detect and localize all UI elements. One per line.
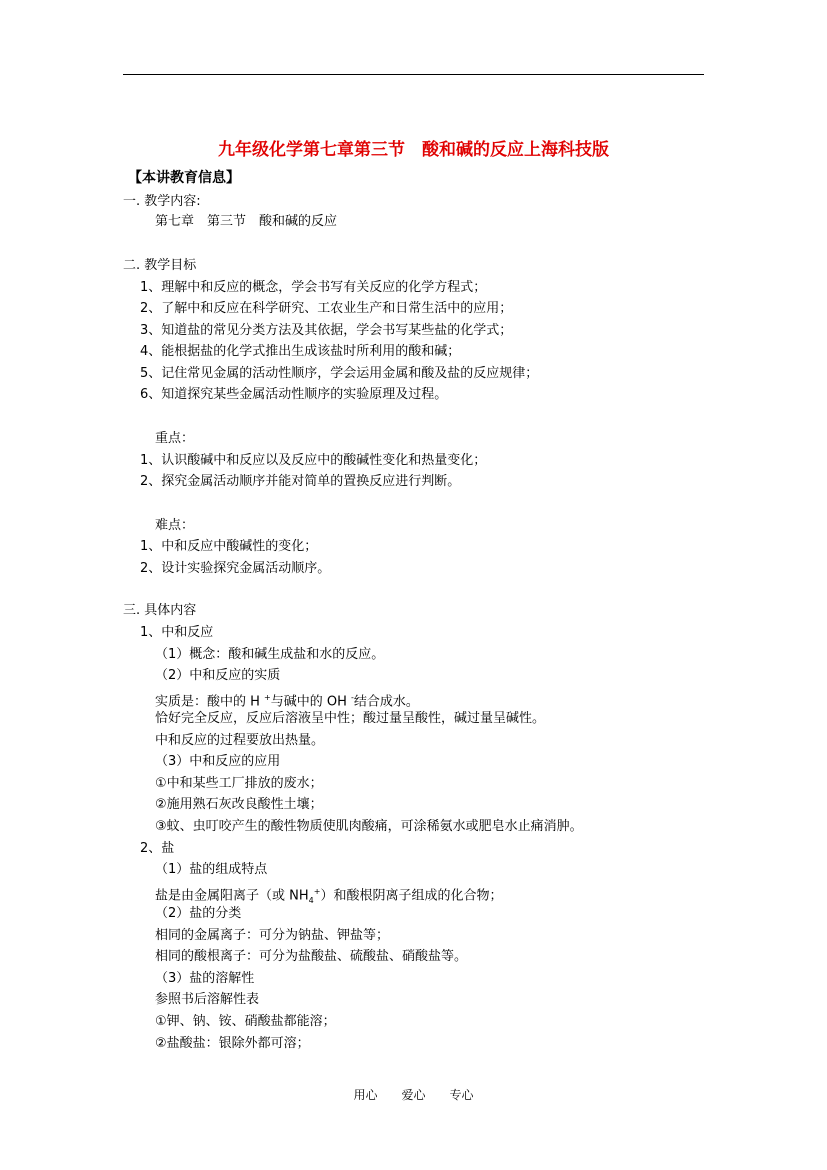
section-3-heading: 三. 具体内容 — [123, 603, 197, 618]
salt-composition-line: 盐是由金属阳离子（或 $NH_4^+$）和酸根阴离子组成的化合物； — [155, 887, 503, 905]
goal-item: 5、记住常见金属的活动性顺序，学会运用金属和酸及盐的反应规律； — [140, 366, 539, 381]
page-footer: 用心 爱心 专心 — [353, 1088, 474, 1102]
key-point-item: 1、认识酸碱中和反应以及反应中的酸碱性变化和热量变化； — [140, 453, 487, 468]
application-item: ③蚊、虫叮咬产生的酸性物质使肌肉酸痛，可涂稀氨水或肥皂水止痛消肿。 — [155, 819, 583, 834]
goal-item: 2、了解中和反应在科学研究、工农业生产和日常生活中的应用； — [140, 301, 513, 316]
application-heading: （3）中和反应的应用 — [155, 754, 281, 769]
heat-line: 中和反应的过程要放出热量。 — [155, 733, 325, 748]
key-point-item: 2、探究金属活动顺序并能对简单的置换反应进行判断。 — [140, 474, 461, 489]
subsection-neutralization: 1、中和反应 — [140, 625, 214, 640]
essence-line: 实质是：酸中的 H +与碱中的 OH -结合成水。 — [155, 693, 419, 710]
application-item: ①中和某些工厂排放的废水； — [155, 776, 323, 791]
difficulty-item: 1、中和反应中酸碱性的变化； — [140, 539, 318, 554]
header-rule — [123, 74, 704, 75]
exact-reaction-line: 恰好完全反应，反应后溶液呈中性；酸过量呈酸性，碱过量呈碱性。 — [155, 711, 546, 726]
difficulty-label: 难点： — [155, 518, 195, 533]
goal-item: 4、能根据盐的化学式推出生成该盐时所利用的酸和碱； — [140, 344, 461, 359]
difficulty-item: 2、设计实验探究金属活动顺序。 — [140, 561, 331, 576]
essence-heading: （2）中和反应的实质 — [155, 668, 281, 683]
goal-item: 3、知道盐的常见分类方法及其依据，学会书写某些盐的化学式； — [140, 323, 513, 338]
section-1-heading: 一. 教学内容: — [123, 194, 201, 209]
salt-composition-heading: （1）盐的组成特点 — [155, 862, 268, 877]
solubility-heading: （3）盐的溶解性 — [155, 971, 255, 986]
application-item: ②施用熟石灰改良酸性土壤； — [155, 797, 323, 812]
key-points-label: 重点： — [155, 431, 195, 446]
section-2-heading: 二. 教学目标 — [123, 258, 197, 273]
classification-item: 相同的金属离子：可分为钠盐、钾盐等； — [155, 928, 390, 943]
goal-item: 1、理解中和反应的概念，学会书写有关反应的化学方程式； — [140, 280, 487, 295]
concept-line: （1）概念：酸和碱生成盐和水的反应。 — [155, 647, 385, 662]
subsection-salt: 2、盐 — [140, 841, 175, 856]
section-1-content: 第七章 第三节 酸和碱的反应 — [155, 214, 338, 229]
salt-classification-heading: （2）盐的分类 — [155, 906, 242, 921]
info-heading: 【本讲教育信息】 — [128, 170, 240, 186]
page-title: 九年级化学第七章第三节 酸和碱的反应上海科技版 — [218, 140, 609, 160]
solubility-reference: 参照书后溶解性表 — [155, 992, 260, 1007]
classification-item: 相同的酸根离子：可分为盐酸盐、硫酸盐、硝酸盐等。 — [155, 949, 468, 964]
goal-item: 6、知道探究某些金属活动性顺序的实验原理及过程。 — [140, 387, 448, 402]
solubility-item: ②盐酸盐：银除外都可溶； — [155, 1036, 310, 1051]
solubility-item: ①钾、钠、铵、硝酸盐都能溶； — [155, 1014, 336, 1029]
